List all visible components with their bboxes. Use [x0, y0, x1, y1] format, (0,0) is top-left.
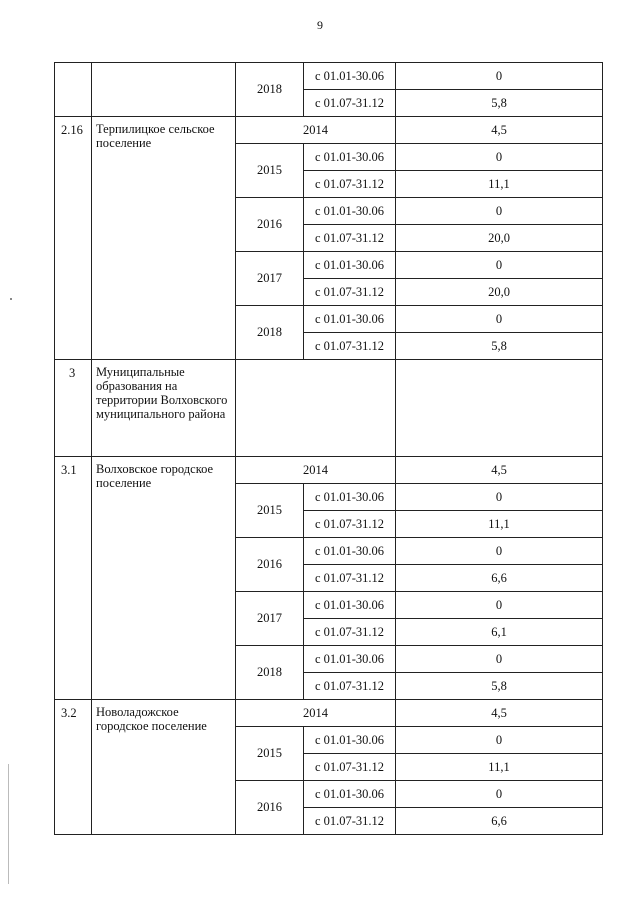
- year-label: 2018: [236, 306, 304, 359]
- period-label: с 01.01-30.06: [304, 306, 396, 332]
- period-row: [304, 306, 603, 333]
- year-group: [236, 592, 603, 646]
- period-label: с 01.01-30.06: [304, 727, 396, 753]
- row-number: 2.16: [55, 117, 92, 359]
- period-value: 20,0: [396, 225, 603, 251]
- period-row: [304, 673, 603, 699]
- period-row: [304, 565, 603, 591]
- period-row: [304, 63, 603, 90]
- year-group: [236, 727, 603, 781]
- period-row: [304, 538, 603, 565]
- period-value: 0: [396, 646, 603, 672]
- period-label: с 01.07-31.12: [304, 90, 396, 116]
- period-label: с 01.01-30.06: [304, 538, 396, 564]
- period-value: 5,8: [396, 333, 603, 359]
- period-value: 5,8: [396, 673, 603, 699]
- year-block: [236, 63, 603, 116]
- period-value: 0: [396, 484, 603, 510]
- scan-mark: [10, 298, 12, 300]
- year-label: 2015: [236, 727, 304, 780]
- period-value: 11,1: [396, 171, 603, 197]
- year-label: 2014: [236, 117, 396, 143]
- period-label: с 01.07-31.12: [304, 171, 396, 197]
- year-label: 2018: [236, 646, 304, 699]
- year-label: 2016: [236, 538, 304, 591]
- period-label: с 01.07-31.12: [304, 565, 396, 591]
- table-row-section: [55, 457, 603, 700]
- period-row: [304, 171, 603, 197]
- year-row-2014: [236, 700, 603, 727]
- period-value: 0: [396, 592, 603, 618]
- year-label: 2015: [236, 484, 304, 537]
- year-label: 2016: [236, 781, 304, 834]
- row-number: [55, 63, 92, 116]
- period-label: с 01.01-30.06: [304, 63, 396, 89]
- year-block-empty: [236, 360, 603, 456]
- year-block: [236, 117, 603, 359]
- year-label: 2017: [236, 252, 304, 305]
- period-value: 6,6: [396, 808, 603, 834]
- municipality-name: Муниципальные образования на территории Волховского муниципального района: [92, 360, 236, 456]
- period-value: 0: [396, 198, 603, 224]
- year-row-2014: [236, 457, 603, 484]
- period-label: с 01.07-31.12: [304, 511, 396, 537]
- period-row: [304, 646, 603, 673]
- period-label: с 01.07-31.12: [304, 754, 396, 780]
- period-label: с 01.07-31.12: [304, 333, 396, 359]
- table-row-section: [55, 117, 603, 360]
- year-group: [236, 144, 603, 198]
- period-value: 20,0: [396, 279, 603, 305]
- period-value: 0: [396, 252, 603, 278]
- year-label: 2014: [236, 457, 396, 483]
- period-label: с 01.07-31.12: [304, 673, 396, 699]
- year-group: [236, 781, 603, 834]
- period-value: 11,1: [396, 754, 603, 780]
- period-label: с 01.07-31.12: [304, 225, 396, 251]
- table-row-section: [55, 700, 603, 835]
- period-value: 0: [396, 727, 603, 753]
- year-group: [236, 484, 603, 538]
- period-label: с 01.01-30.06: [304, 646, 396, 672]
- page-number: 9: [317, 18, 323, 32]
- period-row: [304, 808, 603, 834]
- tariff-table: [54, 62, 603, 835]
- period-row: [304, 592, 603, 619]
- period-label: с 01.01-30.06: [304, 781, 396, 807]
- period-row: [304, 781, 603, 808]
- period-label: с 01.07-31.12: [304, 619, 396, 645]
- period-value: 11,1: [396, 511, 603, 537]
- period-row: [304, 333, 603, 359]
- period-value: 0: [396, 144, 603, 170]
- period-label: с 01.07-31.12: [304, 808, 396, 834]
- year-value: 4,5: [396, 457, 603, 483]
- year-label: 2015: [236, 144, 304, 197]
- year-label: 2017: [236, 592, 304, 645]
- row-number: 3.2: [55, 700, 92, 834]
- row-number: 3: [55, 360, 92, 456]
- period-label: с 01.01-30.06: [304, 592, 396, 618]
- period-row: [304, 144, 603, 171]
- period-label: с 01.07-31.12: [304, 279, 396, 305]
- year-group: [236, 252, 603, 306]
- year-group: [236, 63, 603, 116]
- period-value: 0: [396, 538, 603, 564]
- row-number: 3.1: [55, 457, 92, 699]
- table-row-header-section: [55, 360, 603, 457]
- period-label: с 01.01-30.06: [304, 484, 396, 510]
- year-label: 2018: [236, 63, 304, 116]
- period-value: 5,8: [396, 90, 603, 116]
- year-row-2014: [236, 117, 603, 144]
- period-value: 0: [396, 781, 603, 807]
- year-block: [236, 457, 603, 699]
- period-row: [304, 484, 603, 511]
- year-group: [236, 198, 603, 252]
- period-label: с 01.01-30.06: [304, 252, 396, 278]
- period-row: [304, 198, 603, 225]
- municipality-name: Волховское городское поселение: [92, 457, 236, 699]
- year-value: 4,5: [396, 700, 603, 726]
- empty-cell: [236, 360, 396, 456]
- scan-mark: [8, 764, 9, 884]
- period-label: с 01.01-30.06: [304, 144, 396, 170]
- period-row: [304, 619, 603, 645]
- period-row: [304, 754, 603, 780]
- year-value: 4,5: [396, 117, 603, 143]
- period-row: [304, 252, 603, 279]
- year-block: [236, 700, 603, 834]
- table-row-continuation: [55, 63, 603, 117]
- period-value: 0: [396, 306, 603, 332]
- period-row: [304, 90, 603, 116]
- year-label: 2016: [236, 198, 304, 251]
- municipality-name: Новоладожское городское поселение: [92, 700, 236, 834]
- period-label: с 01.01-30.06: [304, 198, 396, 224]
- period-row: [304, 225, 603, 251]
- year-label: 2014: [236, 700, 396, 726]
- empty-cell: [396, 360, 603, 456]
- period-row: [304, 727, 603, 754]
- year-group: [236, 306, 603, 359]
- period-value: 6,1: [396, 619, 603, 645]
- municipality-name: Терпилицкое сельское поселение: [92, 117, 236, 359]
- period-row: [304, 279, 603, 305]
- municipality-name: [92, 63, 236, 116]
- period-value: 0: [396, 63, 603, 89]
- period-row: [304, 511, 603, 537]
- year-group: [236, 646, 603, 699]
- period-value: 6,6: [396, 565, 603, 591]
- year-group: [236, 538, 603, 592]
